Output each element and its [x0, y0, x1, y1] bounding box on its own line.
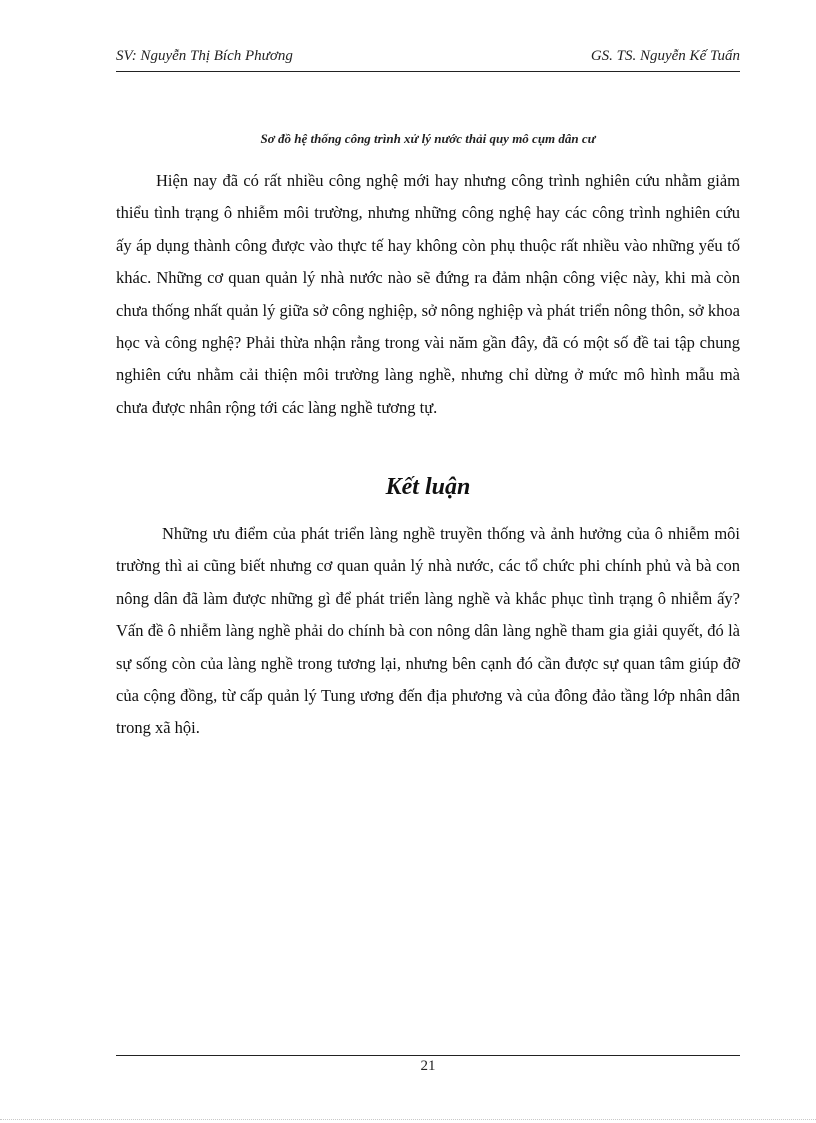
body-paragraph-1: Hiện nay đã có rất nhiều công nghệ mới hay nhưng công trình nghiên cứu nhằm giảm thiểu tình trạng ô nhiễm môi trường, nhưng những công nghệ hay các công trình nghiên cứu ấy áp dụng thành công được vào thực tế hay không còn phụ thuộc rất nhiều vào những yếu tố khác. Những cơ quan quản lý nhà nước nào sẽ đứng ra đảm nhận công việc này, khi mà còn chưa thống nhất quản lý giữa sở công nghiệp, sở nông nghiệp và phát triển nông thôn, sở khoa học và công nghệ? Phải thừa nhận rằng trong vài năm gần đây, đã có một số đề tai tập chung nghiên cứu nhằm cải thiện môi trường làng nghề, nhưng chỉ dừng ở mức mô hình mẫu mà chưa được nhân rộng tới các làng nghề tương tự. [116, 171, 740, 417]
header-supervisor-name: GS. TS. Nguyễn Kế Tuấn [590, 48, 740, 64]
body-paragraph-2: Những ưu điểm của phát triển làng nghề truyền thống và ảnh hưởng của ô nhiễm môi trường thì ai cũng biết nhưng cơ quan quản lý nhà nước, các tổ chức phi chính phủ và bà con nông dân đã làm được những gì để phát triển làng nghề và khắc phục tình trạng ô nhiễm ấy? Vấn đề ô nhiễm làng nghề phải do chính bà con nông dân làng nghề tham gia giải quyết, đó là sự sống còn của làng nghề trong tương lại, nhưng bên cạnh đó cần được sự quan tâm giúp đỡ của cộng đồng, từ cấp quản lý Tung ương đến địa phương và của đông đảo tầng lớp nhân dân trong xã hội. [116, 524, 740, 738]
conclusion-heading: Kết luận [385, 474, 471, 500]
page-header [116, 48, 740, 70]
page-bottom-edge [0, 1119, 816, 1120]
page-number: 21 [420, 1058, 436, 1074]
header-student-name: SV: Nguyễn Thị Bích Phương [116, 48, 293, 64]
figure-caption: Sơ đồ hệ thống công trình xử lý nước thải quy mô cụm dân cư [260, 131, 596, 146]
header-divider [116, 71, 740, 72]
footer-divider [116, 1055, 740, 1056]
